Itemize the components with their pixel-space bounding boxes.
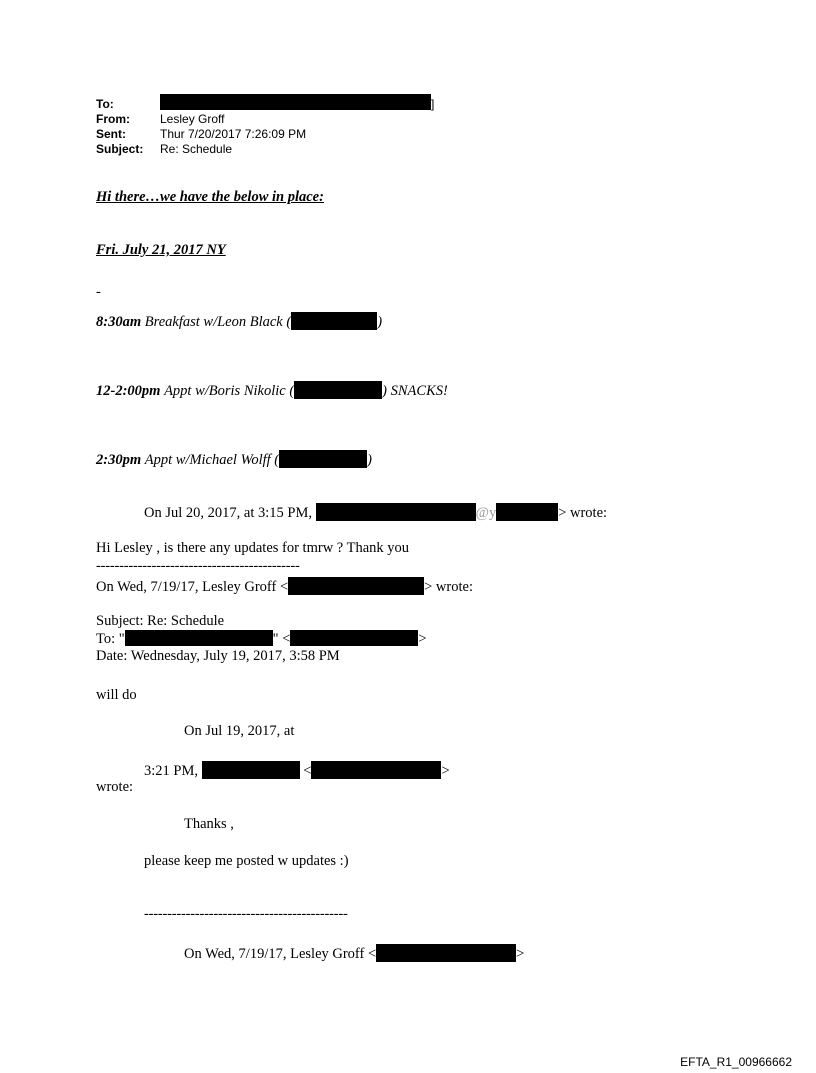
quote1-suffix: > wrote: [558,505,608,521]
quoted-to-suffix: > [418,631,427,647]
quote1-prefix: On Jul 20, 2017, at 3:15 PM, [144,505,312,521]
intro-line: Hi there…we have the below in place: [96,189,324,205]
redaction-email [376,944,516,962]
schedule-item [96,312,382,331]
quote4-suffix: > [516,946,525,962]
quote3-time: 3:21 PM, [144,763,198,779]
quote2-prefix: On Wed, 7/19/17, Lesley Groff < [96,579,289,595]
bates-number: EFTA_R1_00966662 [680,1055,792,1069]
dash-mark: - [96,284,101,300]
schedule-time: 2:30pm [96,452,142,468]
sent-value: Thur 7/20/2017 7:26:09 PM [160,127,307,141]
redaction-domain [496,503,558,521]
redaction-phone [279,450,367,468]
schedule-item [96,450,372,469]
to-label: To: [96,97,114,111]
quoted-subject: Subject: Re: Schedule [96,613,225,629]
schedule-close: ) [367,452,372,468]
quote3-lt: < [303,763,312,779]
thanks-line: Thanks , [184,816,234,832]
separator-line-2: -------------------------------------------- [144,906,348,922]
quoted-to-prefix: To: " [96,631,125,647]
subject-label: Subject: [96,142,144,156]
from-value: Lesley Groff [160,112,225,126]
quoted-date: Date: Wednesday, July 19, 2017, 3:58 PM [96,648,340,664]
quote3-line1: On Jul 19, 2017, at [184,723,295,739]
schedule-time: 12-2:00pm [96,383,161,399]
from-label: From: [96,112,130,126]
redaction-to [160,94,431,110]
redaction-name [125,630,273,646]
subject-row [96,142,232,156]
subject-value: Re: Schedule [160,142,233,156]
quote-line-2 [96,577,473,596]
to-row [96,97,160,111]
redaction-phone [291,312,377,330]
schedule-desc: Appt w/Boris Nikolic ( [164,383,295,399]
quote-line-4 [184,944,524,963]
schedule-close: ) [377,314,383,330]
from-row [96,112,224,126]
schedule-close: ) [382,383,387,399]
quoted-to [96,630,427,648]
redaction-phone [294,381,382,399]
quoted-to-mid: " < [272,631,291,647]
date-heading: Fri. July 21, 2017 NY [96,242,226,258]
keep-posted-line: please keep me posted w updates :) [144,853,349,869]
updates-line: Hi Lesley , is there any updates for tmrw ? Thank you [96,540,410,556]
schedule-desc: Breakfast w/Leon Black ( [144,314,292,330]
quote3-line2 [144,761,450,780]
will-do-line: will do [96,687,137,703]
redaction-name [202,761,300,779]
separator-line: -------------------------------------------- [96,558,300,574]
quote4-prefix: On Wed, 7/19/17, Lesley Groff < [184,946,377,962]
redaction-sender [316,503,476,521]
quote2-suffix: > wrote: [424,579,473,595]
quote3-gt: > [441,763,450,779]
quote1-mid: @y [475,505,497,521]
redaction-email [290,630,418,646]
sent-row [96,127,306,141]
to-bracket: ] [431,97,435,111]
schedule-suffix: SNACKS! [387,383,448,399]
redaction-email [311,761,441,779]
quote-line-1 [144,503,607,522]
sent-label: Sent: [96,127,126,141]
schedule-time: 8:30am [96,314,142,330]
redaction-email [288,577,424,595]
wrote-line: wrote: [96,779,134,795]
schedule-desc: Appt w/Michael Wolff ( [144,452,280,468]
schedule-item [96,381,448,400]
